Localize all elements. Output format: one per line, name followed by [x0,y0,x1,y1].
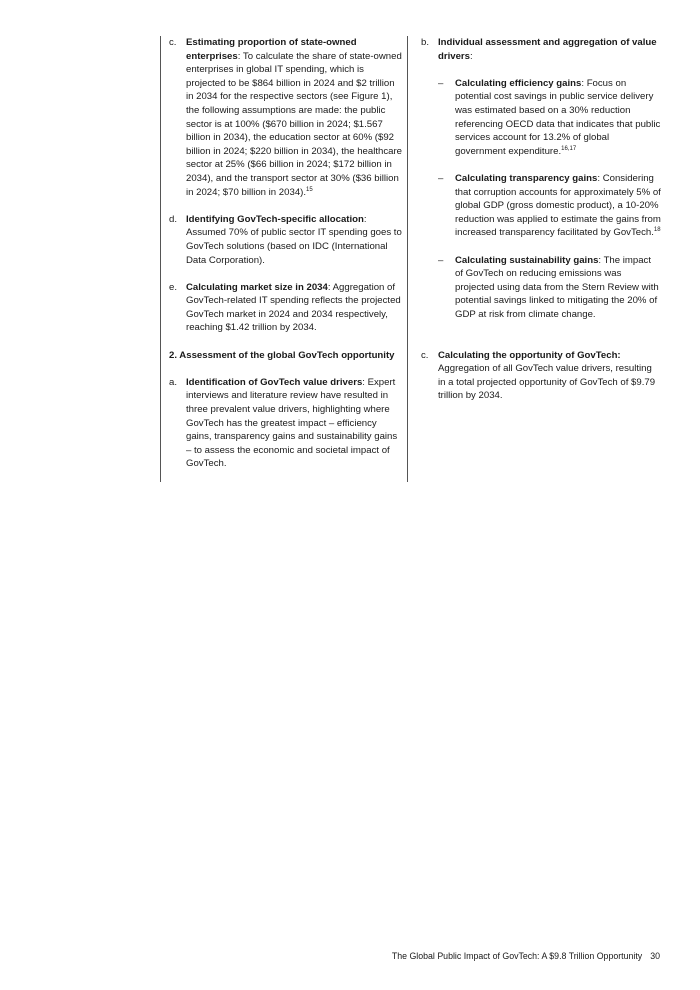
list-item-e-market-size [169,281,403,335]
list-item-d-govtech-allocation [169,213,403,267]
list-marker: a. [169,376,178,388]
dash-marker: – [438,77,444,89]
item-title: Calculating sustainability gains [455,254,599,266]
item-text: : Assumed 70% of public sector IT spending goes to GovTech solutions (based on IDC (International Data Corporation). [186,213,402,266]
list-item-c-opportunity [421,349,661,403]
footnote-ref[interactable]: 16,17 [561,145,577,152]
footnote-ref[interactable]: 18 [653,227,661,234]
item-text: : Expert interviews and literature review have resulted in three prevalent value drivers, highlighting where GovTech has the greatest impact – efficiency gains, transparency gains and sustainability gains – to assess the economic and societal impact of GovTech. [186,376,398,470]
list-marker: e. [169,281,178,293]
footnote-ref[interactable]: 15 [306,186,313,193]
item-text: : Considering that corruption accounts for approximately 5% of global GDP (gross domestic product), a 10-20% reduction was applied to estimate the gains from increased transparency facilitated by GovTech. [455,172,661,239]
sub-item-body [455,172,661,240]
sub-item-transparency [438,172,661,240]
sub-item-body [455,77,661,159]
item-text: : Focus on potential cost savings in public service delivery was estimated based on a 30% reduction referencing OECD data that indicates that public services account for 13.2% of global government expenditure. [455,77,661,157]
report-title: The Global Public Impact of GovTech: A $9.8 Trillion Opportunity [391,951,643,961]
item-text: : Aggregation of GovTech-related IT spending reflects the projected GovTech market in 2024 and 2034 respectively, reaching $1.42 trillion by 2034. [186,281,401,334]
item-text: : The impact of GovTech on reducing emissions was projected using data from the Stern Review with potential savings linked to mitigating the 20% of GDP at risk from climate change. [455,254,659,320]
list-item-body [438,36,661,335]
item-title: Calculating efficiency gains [455,77,582,89]
list-marker: c. [169,37,177,48]
item-text: Aggregation of all GovTech value drivers, resulting in a total projected opportunity of GovTech of $9.79 trillion by 2034. [438,363,656,402]
list-item-b-assessment [421,36,661,335]
list-item-body [186,376,403,471]
page-footer [392,951,660,961]
sub-item-efficiency [438,77,661,159]
list-item-body [186,281,403,335]
list-item-a-value-drivers [169,376,403,471]
dash-marker: – [438,254,444,266]
list-marker: b. [421,37,430,48]
list-item-body [186,36,403,199]
dash-marker: – [438,172,444,184]
item-title: Calculating the opportunity of GovTech: [438,349,621,361]
list-item-body [438,349,661,403]
item-text: : To calculate the share of state-owned enterprises in global IT spending, which is projected to be $864 billion in 2024 and $2 trillion in 2034 for the respective sectors (see Figure 1), the following assumptions are made: the public sector is at 100% ($670 billion in 2024; $1.567 billion in 2034), the education sector at 60% ($92 billion in 2024; $220 billion in 2034), the healthcare sector at 25% ($66 billion in 2024; $172 billion in 2034), and the transport sector at 30% ($36 billion in 2024; $70 billion in 2034). [186,50,403,198]
sub-item-sustainability [438,254,661,322]
left-column [160,36,408,482]
section-heading: 2. Assessment of the global GovTech opportunity [169,349,395,361]
item-title: Individual assessment and aggregation of value drivers [438,37,657,62]
item-text: : [470,50,473,62]
list-marker: d. [169,213,178,225]
sub-item-body [455,254,661,322]
item-title: Identification of GovTech value drivers [186,376,363,388]
item-title: Calculating transparency gains [455,172,598,184]
list-item-body [186,213,403,267]
right-column [421,36,661,417]
item-title: Estimating proportion of state-owned enterprises [186,37,357,62]
item-title: Calculating market size in 2034 [186,281,328,293]
list-item-c-state-owned [169,36,403,199]
page-number: 30 [650,951,660,961]
list-marker: c. [421,349,429,361]
item-title: Identifying GovTech-specific allocation [186,213,364,225]
